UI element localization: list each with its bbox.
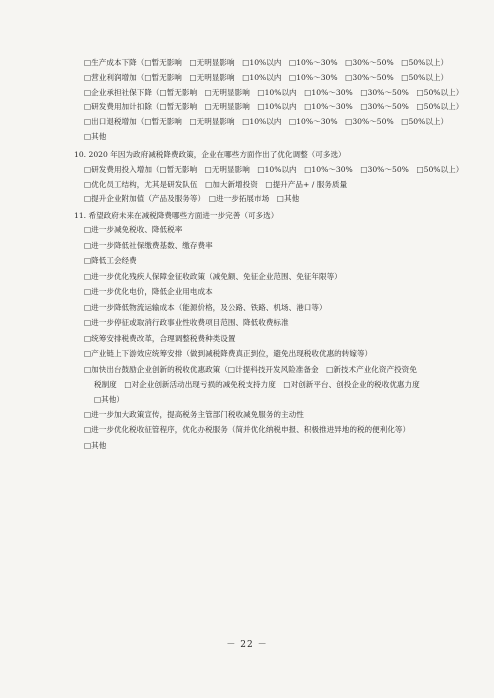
q11-option-logistics: □进一步降低物流运输成本（能源价格，及公路、铁路、机场、港口等）	[84, 302, 327, 312]
q5-option-production-cost: □生产成本下降（□暂无影响 □无明显影响 □10%以内 □10%～30% □30%～50% □50%以上）	[84, 58, 449, 67]
q5-options	[84, 58, 466, 147]
q10-option-added-value: □提升企业附加值（产品及服务等） □进一步拓展市场 □其他	[84, 194, 300, 204]
survey-content	[74, 58, 466, 456]
q5-option-rd-deduction: □研发费用加计扣除（□暂无影响 □无明显影响 □10%以内 □10%～30% □30%～50% □50%以上）	[84, 102, 464, 112]
q5-option-export-rebate: □出口退税增加（□暂无影响 □无明显影响 □10%以内 □10%～30% □30%～50% □50%以上）	[84, 117, 449, 127]
q11-option-other: □其他	[84, 440, 107, 450]
q11-option-social-security: □进一步降低社保缴费基数、缴存费率	[84, 240, 213, 250]
question-11	[74, 210, 466, 457]
q11-option-tax-reform: □统筹安排税费改革，合理调整税费种类设置	[84, 333, 236, 343]
q11-option-supply-chain: □产业链上下游效应统筹安排（做到减税降费真正到位，避免出现税收优惠的转嫁等）	[84, 349, 373, 359]
page-number: － 22 －	[226, 640, 268, 650]
q10-option-rd-investment: □研发费用投入增加（□暂无影响 □无明显影响 □10%以内 □10%～30% □30%～50% □50%以上）	[84, 165, 464, 175]
q5-option-social-insurance: □企业承担社保下降（□暂无影响 □无明显影响 □10%以内 □10%～30% □30%～50% □50%以上）	[84, 87, 464, 97]
q11-option-electricity: □进一步优化电价，降低企业用电成本	[84, 287, 213, 297]
q5-option-operating-profit: □营业利润增加（□暂无影响 □无明显影响 □10%以内 □10%～30% □30%～50% □50%以上）	[84, 72, 449, 82]
q11-option-innovation-line2: 税制度 □对企业创新活动出现亏损的减免税支持力度 □对创新平台、创投企业的税收优惠力度	[94, 379, 420, 389]
q11-option-innovation-line3: □其他）	[94, 394, 124, 404]
q11-option-policy-publicity: □进一步加大政策宣传，提高税务主管部门税收减免服务的主动性	[84, 409, 304, 419]
q11-option-union-fee: □降低工会经费	[84, 256, 137, 266]
q11-option-tax-administration: □进一步优化税收征管程序，优化办税服务（简并优化纳税申报、积极推进异地的税的便利化等）	[84, 425, 411, 435]
question-10-title: 10. 2020 年因为政府减税降费政策，企业在哪些方面作出了优化调整（可多选）	[74, 149, 346, 159]
q11-option-disability-fund: □进一步优化残疾人保障金征收政策（减免额、免征企业范围、免征年限等）	[84, 271, 342, 281]
q10-option-staff-structure: □优化员工结构，尤其是研发队伍 □加大新增投资 □提升产品+ / 服务质量	[84, 179, 348, 189]
q11-option-innovation-line1: □加快出台鼓励企业创新的税收优惠政策（□计提科技开发风险准备金 □新技术产业化资产投资免	[84, 364, 417, 374]
question-10	[74, 149, 466, 209]
q11-option-tax-reduction: □进一步减免税收、降低税率	[84, 225, 183, 235]
q11-option-admin-fees: □进一步停征或取消行政事业性收费项目范围、降低收费标准	[84, 318, 289, 328]
q11-option-innovation	[84, 365, 466, 410]
q5-option-other: □其他	[84, 131, 107, 141]
question-11-title: 11. 希望政府未来在减税降费哪些方面进一步完善（可多选）	[74, 210, 279, 220]
